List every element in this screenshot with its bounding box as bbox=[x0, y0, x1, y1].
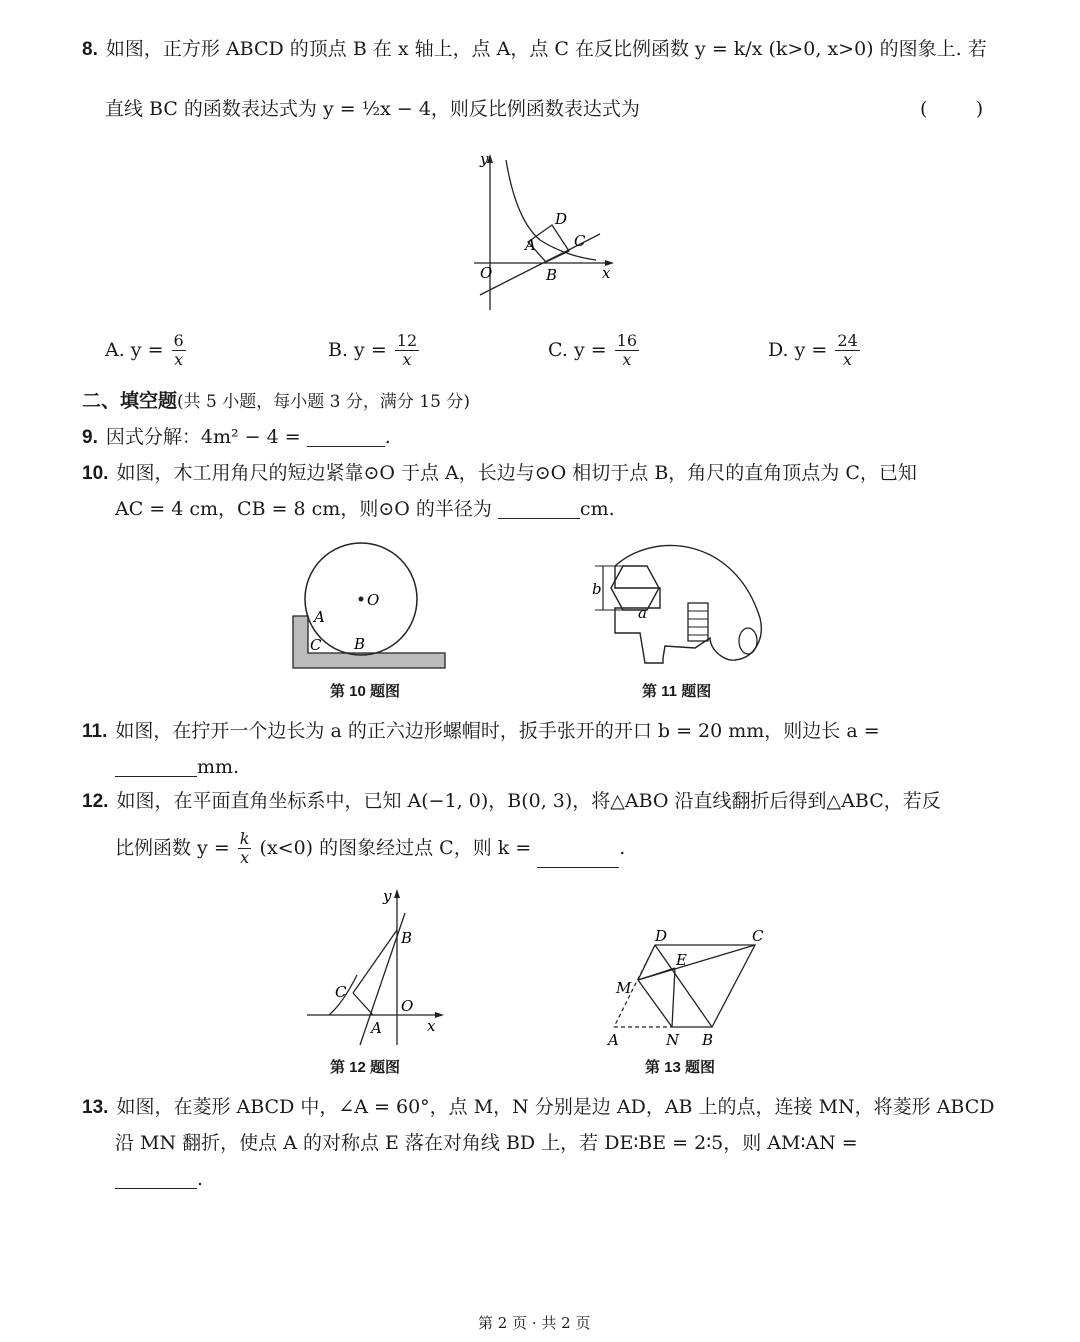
q13-segment-mc bbox=[638, 945, 755, 980]
q10-label-a: A bbox=[314, 608, 325, 626]
q8-figure bbox=[470, 150, 620, 315]
q10-line1 bbox=[82, 464, 917, 483]
q8-label-c: C bbox=[574, 232, 586, 250]
q8-line1 bbox=[82, 40, 987, 59]
q8-line2 bbox=[105, 100, 640, 119]
q10-text-2: AC = 4 cm，CB = 8 cm，则⊙O 的半径为 bbox=[115, 498, 492, 520]
q12-caption: 第 12 题图 bbox=[330, 1059, 401, 1076]
q13-label-a: A bbox=[608, 1031, 619, 1049]
q13-caption: 第 13 题图 bbox=[645, 1059, 716, 1076]
q12-x-arrow bbox=[435, 1012, 444, 1018]
q12-label-a: A bbox=[371, 1019, 382, 1037]
q12-figure bbox=[305, 885, 450, 1050]
q13-label-d: D bbox=[655, 927, 668, 945]
q10-text-1: 如图，木工用角尺的短边紧靠⊙O 于点 A，长边与⊙O 相切于点 B，角尺的直角顶点为 C，已知 bbox=[116, 462, 917, 484]
q10-answer-blank[interactable] bbox=[498, 500, 580, 519]
q12-label-y: y bbox=[383, 887, 392, 905]
q13-segment-mn bbox=[638, 980, 672, 1027]
q8-option-c: C. y = $\frac{16}{x}$ bbox=[548, 331, 638, 370]
q13-answer-blank[interactable] bbox=[115, 1170, 197, 1189]
q8-text-1: 如图，正方形 ABCD 的顶点 B 在 x 轴上，点 A，点 C 在反比例函数 y = k/x (k>0, x>0) 的图象上. 若 bbox=[105, 38, 987, 60]
q10-label-c: C bbox=[310, 636, 322, 654]
q13-segment-en bbox=[672, 968, 675, 1027]
q13-line2 bbox=[115, 1134, 858, 1153]
q9-text: 因式分解：4m² − 4 = bbox=[105, 426, 301, 448]
q12-label-b: B bbox=[401, 929, 413, 947]
q12-segment-ca bbox=[353, 993, 373, 1015]
q10-figure bbox=[290, 540, 450, 675]
q8-option-d: D. y = $\frac{24}{x}$ bbox=[768, 331, 858, 370]
q8-label-a: A bbox=[525, 236, 536, 254]
q8-label-b: B bbox=[546, 266, 558, 284]
q12-answer-blank[interactable] bbox=[537, 849, 619, 868]
q9-number: 9. bbox=[82, 427, 98, 448]
q12-line2: 比例函数 y = $\frac{k}{x}$ (x<0) 的图象经过点 C，则 k = . bbox=[115, 829, 626, 868]
q10-line2: AC = 4 cm，CB = 8 cm，则⊙O 的半径为 cm. bbox=[115, 498, 615, 520]
q13-number: 13. bbox=[82, 1097, 109, 1118]
q9-line: 9. 因式分解：4m² − 4 = . bbox=[82, 426, 391, 448]
q8-number: 8. bbox=[82, 39, 98, 60]
q10-number: 10. bbox=[82, 463, 109, 484]
q8-label-o: O bbox=[480, 264, 493, 282]
q8-option-b: B. y = $\frac{12}{x}$ bbox=[328, 331, 418, 370]
q13-edge-nbcd bbox=[655, 945, 755, 1027]
q11-number: 11. bbox=[82, 721, 108, 742]
section2-title: 二、填空题 bbox=[82, 390, 178, 412]
q8-label-d: D bbox=[555, 210, 568, 228]
q12-number: 12. bbox=[82, 791, 109, 812]
section2-heading bbox=[82, 392, 470, 411]
q12-text-1: 如图，在平面直角坐标系中，已知 A(−1, 0)，B(0, 3)，将△ABO 沿直线翻折后得到△ABC，若反 bbox=[116, 790, 941, 812]
q11-caption: 第 11 题图 bbox=[642, 683, 712, 700]
q11-figure bbox=[585, 538, 785, 668]
section2-note: (共 5 小题，每小题 3 分，满分 15 分) bbox=[177, 392, 470, 412]
q8-label-x: x bbox=[602, 264, 611, 282]
q13-label-e: E bbox=[676, 951, 687, 969]
q12-y-arrow bbox=[394, 889, 400, 898]
q11-text-1: 如图，在拧开一个边长为 a 的正六边形螺帽时，扳手张开的开口 b = 20 mm，则边长 a = bbox=[115, 720, 880, 742]
q12-label-o: O bbox=[401, 997, 414, 1015]
q13-label-c: C bbox=[752, 927, 764, 945]
q12-label-x: x bbox=[427, 1017, 436, 1035]
q13-figure bbox=[600, 925, 780, 1050]
q10-label-b: B bbox=[354, 635, 366, 653]
page-footer: 第 2 页 · 共 2 页 bbox=[478, 1314, 591, 1332]
q11-label-a: a bbox=[638, 604, 647, 622]
q9-answer-blank[interactable] bbox=[307, 428, 385, 447]
q10-caption: 第 10 题图 bbox=[330, 683, 401, 700]
q12-fold-line bbox=[360, 913, 405, 1045]
q13-label-n: N bbox=[666, 1031, 680, 1049]
q8-label-y: y bbox=[480, 150, 489, 168]
q12-segment-bc bbox=[353, 930, 397, 993]
q8-option-a: A. y = $\frac{6}{x}$ bbox=[105, 331, 184, 370]
q12-line1 bbox=[82, 792, 941, 811]
q13-text-1: 如图，在菱形 ABCD 中，∠A = 60°，点 M，N 分别是边 AD，AB 上的点，连接 MN，将菱形 ABCD bbox=[116, 1096, 995, 1118]
q8-answer-paren: ( ) bbox=[920, 98, 984, 120]
q11-line1 bbox=[82, 722, 880, 741]
q11-line2: mm. bbox=[115, 758, 239, 777]
q11-label-b: b bbox=[592, 580, 602, 598]
q13-label-b: B bbox=[702, 1031, 714, 1049]
q11-wrench-hole bbox=[739, 628, 757, 654]
q13-label-m: M bbox=[616, 979, 632, 997]
q8-text-2: 直线 BC 的函数表达式为 y = ½x − 4，则反比例函数表达式为 bbox=[105, 98, 640, 120]
q10-center-point bbox=[359, 597, 364, 602]
q13-line3: . bbox=[115, 1170, 203, 1189]
q13-line1 bbox=[82, 1098, 995, 1117]
q12-label-c: C bbox=[335, 983, 347, 1001]
q11-answer-blank[interactable] bbox=[115, 758, 197, 777]
q10-label-o: O bbox=[367, 591, 380, 609]
q13-text-2: 沿 MN 翻折，使点 A 的对称点 E 落在对角线 BD 上，若 DE∶BE = 2∶5，则 AM∶AN = bbox=[115, 1132, 858, 1154]
